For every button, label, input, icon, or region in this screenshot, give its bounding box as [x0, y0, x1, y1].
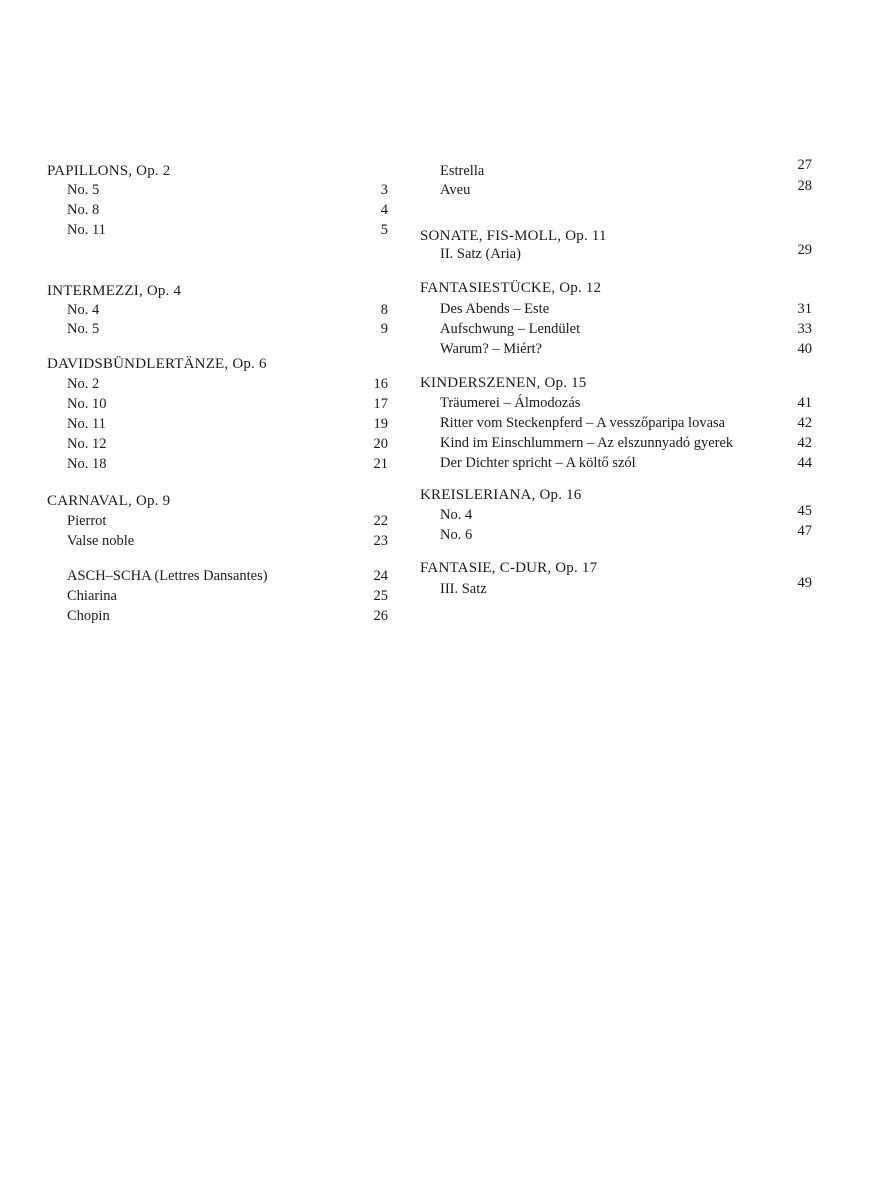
entry-label: Valse noble — [67, 533, 135, 549]
toc-entry — [47, 587, 388, 605]
toc-entry — [420, 394, 812, 412]
toc-entry — [420, 575, 812, 598]
toc-entry — [47, 201, 388, 219]
page-number: 16 — [373, 376, 388, 392]
page-number: 33 — [797, 321, 812, 337]
toc-entry — [47, 415, 388, 433]
toc-entry — [47, 181, 388, 199]
page-number: 28 — [797, 178, 812, 194]
toc-entry — [47, 532, 388, 550]
toc-entry — [420, 300, 812, 318]
toc-entry — [420, 157, 812, 180]
toc-entry — [47, 567, 388, 585]
entry-label: No. 5 — [67, 182, 100, 198]
entry-label: No. 10 — [67, 396, 107, 412]
page-number: 20 — [373, 436, 388, 452]
toc-entry — [47, 395, 388, 413]
entry-label: II. Satz (Aria) — [440, 246, 521, 262]
page-number: 29 — [797, 242, 812, 258]
page-number: 8 — [380, 302, 388, 318]
section-title — [47, 492, 388, 510]
toc-entry — [47, 301, 388, 319]
entry-label: Der Dichter spricht – A költő szól — [440, 455, 636, 471]
toc-entry — [47, 320, 388, 338]
entry-label: Des Abends – Este — [440, 301, 550, 317]
page-number: 41 — [797, 395, 812, 411]
toc-entry — [47, 375, 388, 393]
entry-label: Aveu — [440, 182, 471, 198]
page-number: 31 — [797, 301, 812, 317]
section-title — [47, 162, 388, 180]
entry-label: No. 5 — [67, 321, 100, 337]
page-number: 42 — [797, 415, 812, 431]
page-number: 25 — [373, 588, 388, 604]
entry-label: Ritter vom Steckenpferd – A vesszőparipa lovasa — [440, 415, 726, 431]
entry-label: Träumerei – Álmodozás — [440, 395, 581, 411]
entry-label: No. 12 — [67, 436, 107, 452]
entry-label: No. 11 — [67, 222, 106, 238]
entry-label: No. 6 — [440, 527, 473, 543]
page-number: 9 — [380, 321, 388, 337]
entry-label: No. 18 — [67, 456, 107, 472]
toc-entry — [47, 455, 388, 473]
page-number: 44 — [797, 455, 812, 471]
page-number: 40 — [797, 341, 812, 357]
entry-label: No. 11 — [67, 416, 106, 432]
section-title — [420, 374, 812, 392]
section-title-text: PAPILLONS, Op. 2 — [47, 163, 171, 179]
page-number: 19 — [373, 416, 388, 432]
entry-label: Pierrot — [67, 513, 107, 529]
section-title-text: CARNAVAL, Op. 9 — [47, 493, 171, 509]
toc-entry — [47, 435, 388, 453]
toc-entry — [420, 320, 812, 338]
entry-label: No. 4 — [440, 507, 473, 523]
entry-label: ASCH–SCHA (Lettres Dansantes) — [67, 568, 268, 584]
page-number: 45 — [797, 503, 812, 519]
page-number: 47 — [797, 523, 812, 539]
section-title-text: DAVIDSBÜNDLERTÄNZE, Op. 6 — [47, 356, 267, 372]
entry-label: Warum? – Miért? — [440, 341, 542, 357]
section-title — [420, 486, 812, 504]
toc-entry — [420, 414, 812, 432]
entry-label: No. 8 — [67, 202, 100, 218]
entry-label: No. 4 — [67, 302, 100, 318]
page-number: 17 — [373, 396, 388, 412]
page-number: 49 — [797, 575, 812, 591]
section-title — [47, 355, 388, 373]
toc-entry — [47, 607, 388, 625]
section-title-text: KINDERSZENEN, Op. 15 — [420, 375, 587, 391]
toc-entry — [420, 503, 812, 524]
toc-entry — [420, 340, 812, 358]
entry-label: Aufschwung – Lendület — [440, 321, 581, 337]
toc-entry — [420, 454, 812, 472]
section-title — [420, 227, 812, 245]
page-number: 26 — [373, 608, 388, 624]
entry-label: Chiarina — [67, 588, 117, 604]
entry-label: Kind im Einschlummern – Az elszunnyadó gyerek — [440, 435, 734, 451]
section-title — [420, 279, 812, 297]
section-title — [420, 559, 812, 577]
section-title-text: FANTASIE, C-DUR, Op. 17 — [420, 560, 598, 576]
section-title-text: SONATE, FIS-MOLL, Op. 11 — [420, 228, 607, 244]
section-title-text: FANTASIESTÜCKE, Op. 12 — [420, 280, 602, 296]
page-number: 3 — [380, 182, 388, 198]
section-title — [47, 282, 388, 300]
toc-entry — [420, 178, 812, 199]
page-number: 5 — [380, 222, 388, 238]
toc-entry — [420, 434, 812, 452]
page-number: 42 — [797, 435, 812, 451]
page-number: 24 — [373, 568, 388, 584]
page-number: 27 — [797, 157, 812, 173]
entry-label: Estrella — [440, 163, 485, 179]
toc-entry — [47, 221, 388, 239]
page-number: 21 — [373, 456, 388, 472]
toc-entry — [47, 512, 388, 530]
page-number: 4 — [380, 202, 388, 218]
page-number: 22 — [373, 513, 388, 529]
section-title-text: KREISLERIANA, Op. 16 — [420, 487, 582, 503]
entry-label: Chopin — [67, 608, 110, 624]
section-title-text: INTERMEZZI, Op. 4 — [47, 283, 182, 299]
entry-label: No. 2 — [67, 376, 100, 392]
page-number: 23 — [373, 533, 388, 549]
toc-entry — [420, 242, 812, 263]
entry-label: III. Satz — [440, 581, 487, 597]
toc-entry — [420, 523, 812, 544]
